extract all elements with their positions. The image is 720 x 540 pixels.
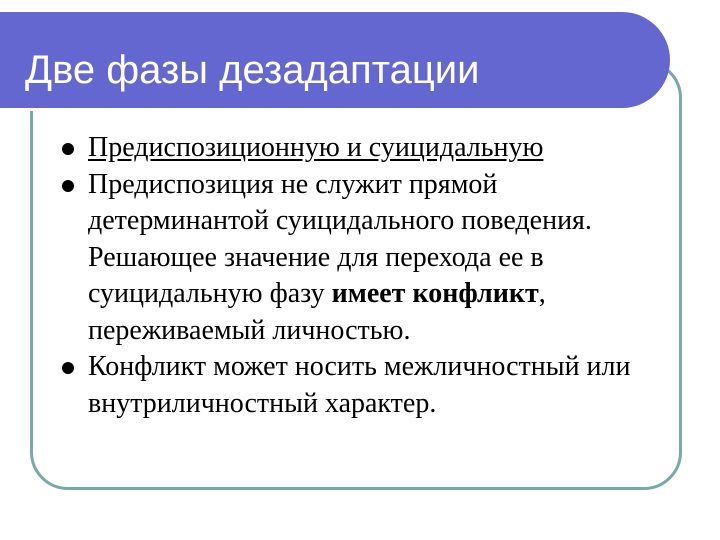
bullet-icon — [62, 362, 74, 374]
title-underline — [0, 108, 636, 111]
bullet-text: Предиспозиционную и суицидальную — [88, 132, 544, 163]
bullet-text: Конфликт может носить межличностный или внутриличностный характер. — [88, 351, 631, 419]
bullet-item-phases — [60, 130, 670, 167]
slide-title: Две фазы дезадаптации — [25, 48, 480, 92]
title-bar — [0, 12, 670, 108]
bullet-icon — [62, 143, 74, 155]
bullet-item-predisposition — [60, 167, 670, 350]
bullet-item-conflict — [60, 349, 670, 422]
bullet-icon — [62, 180, 74, 192]
bullet-text-part: Предиспозиция не служит прямой детерминантой суицидального поведения. Решающее значение для перехода ее в суицидальную фазу — [88, 168, 592, 309]
bullet-text-part: , переживаемый личностью. — [88, 278, 546, 346]
bullet-text-bold: имеет конфликт — [331, 278, 539, 309]
bullet-list — [60, 130, 670, 422]
